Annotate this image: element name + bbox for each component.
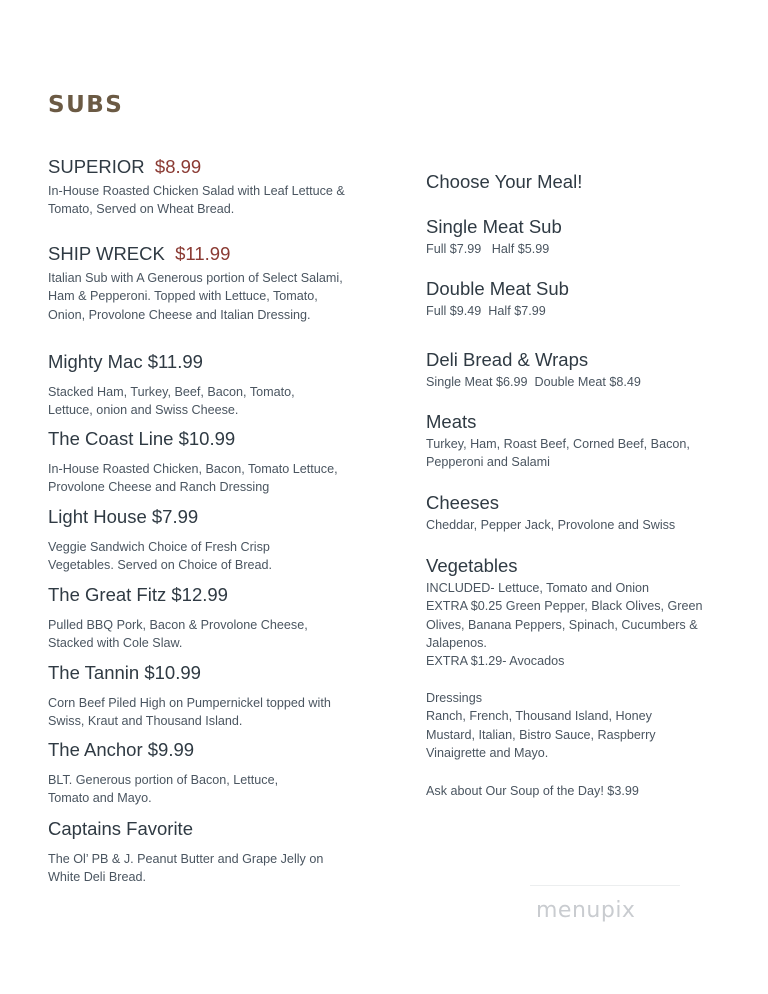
item-title: Captains Favorite xyxy=(48,818,193,839)
item-title: The Tannin xyxy=(48,662,140,683)
item-title: SHIP WRECK xyxy=(48,243,165,264)
meats-section xyxy=(426,410,746,472)
menu-item-superior xyxy=(48,155,388,219)
item-name xyxy=(48,242,388,266)
menu-item-mighty-mac xyxy=(48,350,388,420)
item-title: The Anchor xyxy=(48,739,143,760)
section-text xyxy=(426,579,718,670)
watermark-logo: menupix xyxy=(536,898,636,923)
single-meat-sub xyxy=(426,215,746,258)
item-title: The Great Fitz xyxy=(48,584,167,605)
item-name xyxy=(48,661,388,685)
dressings-heading: Dressings xyxy=(426,691,482,705)
item-price: $11.99 xyxy=(175,243,231,264)
item-description: In-House Roasted Chicken Salad with Leaf Lettuce & Tomato, Served on Wheat Bread. xyxy=(48,184,345,217)
section-heading: Double Meat Sub xyxy=(426,278,569,299)
deli-bread-wraps xyxy=(426,348,746,391)
item-name xyxy=(48,427,388,451)
soup-of-the-day xyxy=(426,781,746,800)
item-name xyxy=(48,155,388,179)
section-text: Turkey, Ham, Roast Beef, Corned Beef, Bacon, Pepperoni and Salami xyxy=(426,437,690,470)
menu-item-coast-line xyxy=(48,427,388,497)
section-heading: Single Meat Sub xyxy=(426,216,562,237)
item-title: SUPERIOR xyxy=(48,156,145,177)
section-heading: Cheeses xyxy=(426,492,500,513)
item-price: $10.99 xyxy=(178,428,236,449)
menu-item-ship-wreck xyxy=(48,242,388,324)
section-text: Cheddar, Pepper Jack, Provolone and Swiss xyxy=(426,518,676,532)
dressings-section xyxy=(426,688,746,762)
section-heading: Deli Bread & Wraps xyxy=(426,349,589,370)
choose-your-meal xyxy=(426,170,746,194)
vegetables-avocado: EXTRA $1.29- Avocados xyxy=(426,654,565,669)
section-heading: Vegetables xyxy=(426,555,518,576)
section-text: Single Meat $6.99 Double Meat $8.49 xyxy=(426,375,641,389)
section-text: Full $9.49 Half $7.99 xyxy=(426,304,546,318)
item-name xyxy=(48,738,388,762)
menu-item-light-house xyxy=(48,505,388,575)
menu-item-tannin xyxy=(48,661,388,731)
item-price: $12.99 xyxy=(171,584,228,605)
vegetables-included: INCLUDED- Lettuce, Tomato and Onion xyxy=(426,581,650,595)
item-price: $8.99 xyxy=(154,156,202,177)
double-meat-sub xyxy=(426,277,746,320)
item-price: $9.99 xyxy=(147,739,195,760)
item-title: The Coast Line xyxy=(48,428,174,449)
page-title: SUBS xyxy=(48,92,124,118)
item-name xyxy=(48,583,388,607)
item-description: Italian Sub with A Generous portion of Select Salami, Ham & Pepperoni. Topped with Lettuce, Tomato, Onion, Provolone Cheese and Italian Dressing. xyxy=(48,271,343,322)
item-title: Light House xyxy=(48,506,147,527)
section-heading: Meats xyxy=(426,411,477,432)
cheeses-section xyxy=(426,491,746,534)
menu-item-anchor xyxy=(48,738,388,808)
menu-item-great-fitz xyxy=(48,583,388,653)
vegetables-extra: EXTRA $0.25 Green Pepper, Black Olives, Green Olives, Banana Peppers, Spinach, Cucumbers & Jalapenos. xyxy=(426,599,703,650)
soup-text: Ask about Our Soup of the Day! $3.99 xyxy=(426,784,639,798)
item-description: The Ol’ PB & J. Peanut Butter and Grape Jelly on White Deli Bread. xyxy=(48,852,324,885)
item-name xyxy=(48,505,388,529)
item-description: Veggie Sandwich Choice of Fresh Crisp Vegetables. Served on Choice of Bread. xyxy=(48,540,273,573)
menu-item-captains-favorite xyxy=(48,817,388,887)
choose-heading: Choose Your Meal! xyxy=(426,171,583,192)
dressings-text: Ranch, French, Thousand Island, Honey Mustard, Italian, Bistro Sauce, Raspberry Vinaigrette and Mayo. xyxy=(426,709,656,760)
item-description: In-House Roasted Chicken, Bacon, Tomato Lettuce, Provolone Cheese and Ranch Dressing xyxy=(48,462,338,495)
item-title: Mighty Mac xyxy=(48,351,143,372)
vegetables-section xyxy=(426,554,746,670)
item-description: Corn Beef Piled High on Pumpernickel topped with Swiss, Kraut and Thousand Island. xyxy=(48,696,331,729)
item-name xyxy=(48,350,388,374)
item-price: $11.99 xyxy=(147,351,203,372)
watermark-rule xyxy=(530,885,680,886)
item-description: Pulled BBQ Pork, Bacon & Provolone Cheese, Stacked with Cole Slaw. xyxy=(48,618,308,651)
item-name xyxy=(48,817,388,841)
item-description: BLT. Generous portion of Bacon, Lettuce, Tomato and Mayo. xyxy=(48,773,279,806)
item-description: Stacked Ham, Turkey, Beef, Bacon, Tomato, Lettuce, onion and Swiss Cheese. xyxy=(48,385,295,418)
section-text: Full $7.99 Half $5.99 xyxy=(426,242,550,256)
item-price: $7.99 xyxy=(151,506,199,527)
item-price: $10.99 xyxy=(144,662,201,683)
